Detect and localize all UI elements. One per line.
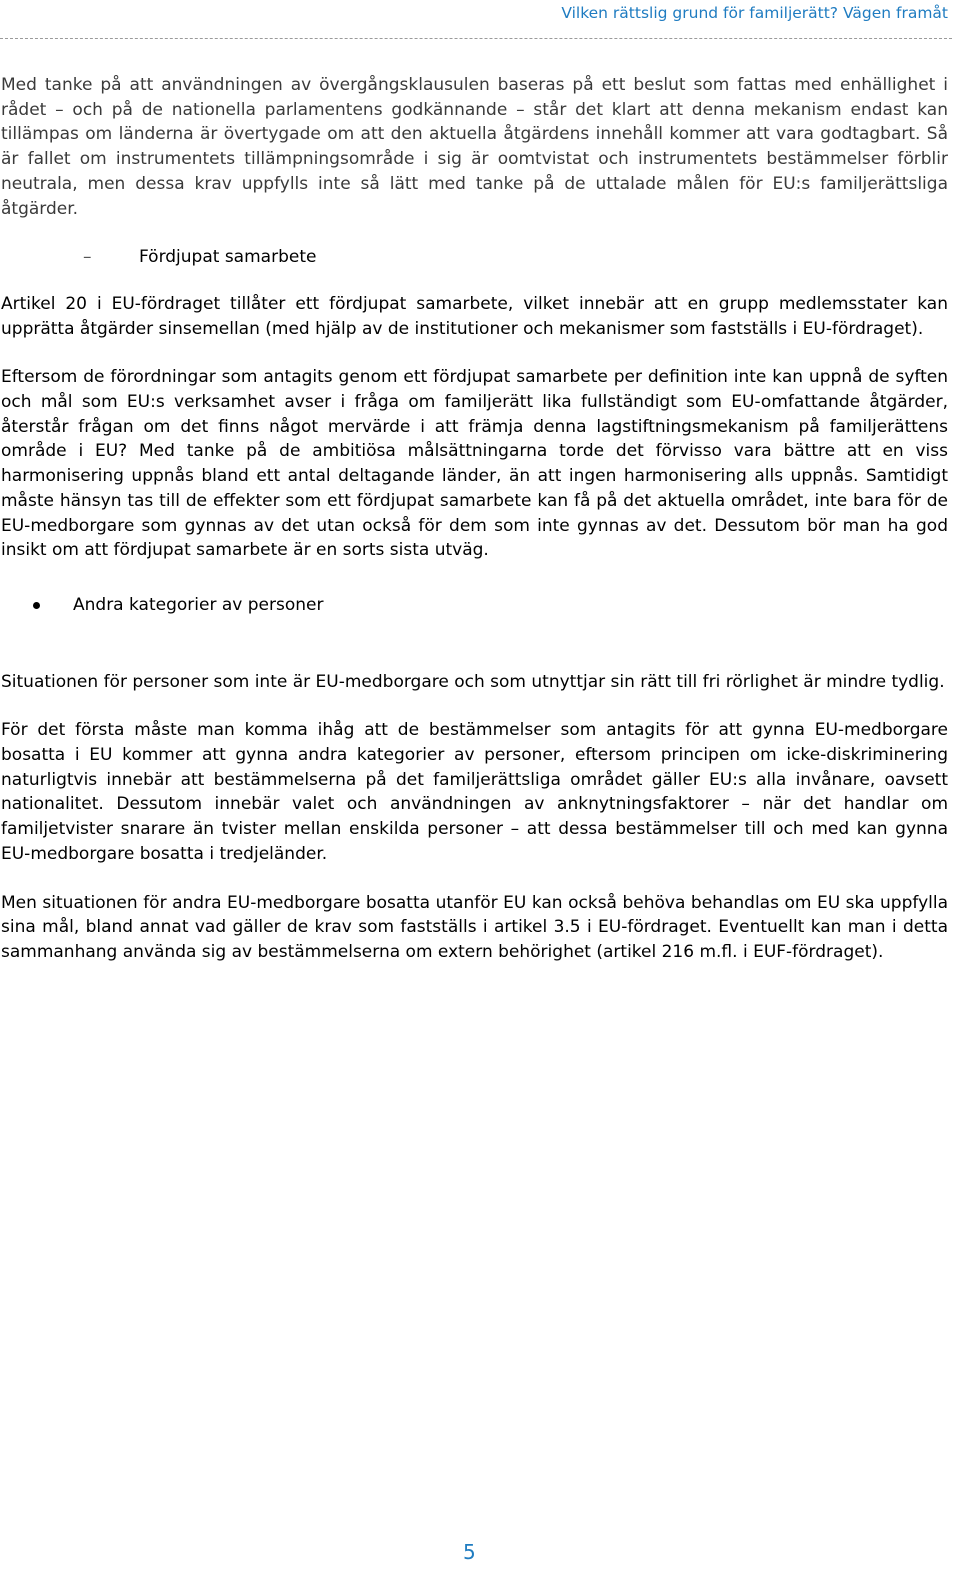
paragraph-eu-citizens-abroad: Men situationen för andra EU-medborgare bosatta utanför EU kan också behöva behandlas om EU ska uppfylla sina mål, bland annat vad gäller de krav som fastställs i artikel 3.5 i EU-fördraget. Eventuellt kan man i detta sammanhang använda sig av bestämmelserna om extern behörighet (artikel 216 m.fl. i EUF-fördraget).	[1, 892, 948, 962]
running-header-title: Vilken rättslig grund för familjerätt? Vägen framåt	[561, 4, 948, 22]
document-body	[1, 73, 948, 989]
dash-list-item-label: Fördjupat samarbete	[139, 247, 317, 268]
bullet-icon	[33, 602, 40, 609]
paragraph-bridging-clause: Med tanke på att användningen av övergångsklausulen baseras på ett beslut som fattas med enhällighet i rådet – och på de nationella parlamentens godkännande – står det klart att denna mekanism endast kan tillämpas om länderna är övertygade om att den aktuella åtgärdens innehåll kommer att vara godtagbart. Så är fallet om instrumentets tillämpningsområde i sig är oomtvistat och instrumentets bestämmelser förblir neutrala, men dessa krav uppfylls inte så lätt med tanke på de uttalade målen för EU:s familjerättsliga åtgärder.	[1, 75, 948, 219]
paragraph-enhanced-cooperation-value: Eftersom de förordningar som antagits genom ett fördjupat samarbete per definition inte kan uppnå de syften och mål som EU:s verksamhet avser i fråga om familjerätt lika fullständigt som EU-omfattande åtgärder, återstår frågan om det finns något mervärde i att främja denna lagstiftningsmekanism på familjerättens område i EU? Med tanke på de ambitiösa målsättningarna torde det förvisso vara bättre att en viss harmonisering uppnås bland ett antal deltagande länder, än att ingen harmonisering alls uppnås. Samtidigt måste hänsyn tas till de effekter som ett fördjupat samarbete kan få på det aktuella området, inte bara för de EU-medborgare som gynnas av det utan också för dem som inte gynnas av det. Dessutom bör man ha god insikt om att fördjupat samarbete är en sorts sista utväg.	[1, 367, 948, 561]
paragraph-non-discrimination: För det första måste man komma ihåg att de bestämmelser som antagits för att gynna EU-medborgare bosatta i EU kommer att gynna andra kategorier av personer, eftersom principen om icke-diskriminering naturligtvis innebär att bestämmelserna på det familjerättsliga området gäller EU:s alla invånare, oavsett nationalitet. Dessutom innebär valet och användningen av anknytningsfaktorer – när det handlar om familjetvister snarare än tvister mellan enskilda personer – att dessa bestämmelser till och med kan gynna EU-medborgare bosatta i tredjeländer.	[1, 720, 948, 864]
header-divider	[0, 38, 952, 39]
bullet-list-item-other-categories	[1, 593, 948, 618]
dash-list-item-enhanced-cooperation	[1, 245, 948, 270]
bullet-list-item-label: Andra kategorier av personer	[73, 594, 324, 615]
paragraph-article-20: Artikel 20 i EU-fördraget tillåter ett fördjupat samarbete, vilket innebär att en grupp medlemsstater kan upprätta åtgärder sinsemellan (med hjälp av de institutioner och mekanismer som fastställs i EU-fördraget).	[1, 293, 948, 339]
dash-marker: –	[83, 247, 92, 268]
paragraph-non-eu-citizens: Situationen för personer som inte är EU-medborgare och som utnyttjar sin rätt till fri rörlighet är mindre tydlig.	[1, 671, 945, 692]
page-number: 5	[463, 1540, 476, 1564]
